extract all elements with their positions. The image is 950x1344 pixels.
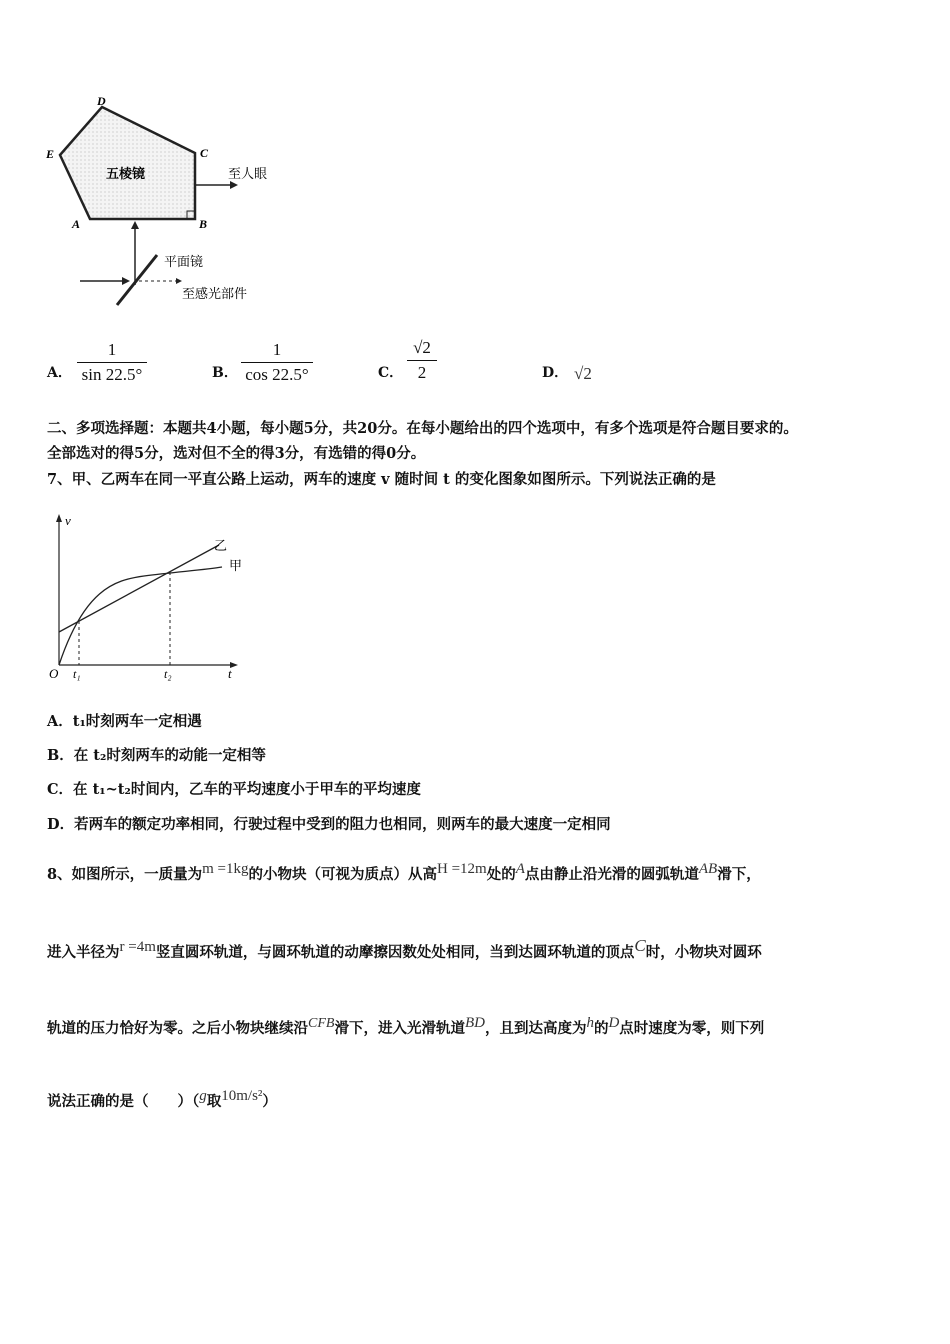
q8-line1 bbox=[47, 858, 761, 886]
tick-t2: t₂ bbox=[164, 667, 172, 681]
q7-velocity-graph bbox=[44, 510, 254, 685]
q8-point-D: D bbox=[608, 1015, 620, 1031]
q8-track-AB: AB bbox=[698, 861, 718, 877]
label-B: B bbox=[199, 217, 208, 231]
q6-option-A-den: sin 22.5° bbox=[81, 365, 143, 384]
q8-height-H: H =12m bbox=[436, 861, 487, 877]
q8-line1-d: 点由静止沿光滑的圆弧轨道 bbox=[524, 865, 699, 883]
legend-yi: 乙 bbox=[214, 538, 228, 553]
q8-line1-a: 8、如图所示，一质量为 bbox=[47, 865, 203, 883]
axis-t-label: t bbox=[228, 666, 232, 681]
mirror-label: 平面镜 bbox=[164, 254, 204, 269]
prism-name: 五棱镜 bbox=[106, 166, 146, 181]
q6-option-B-fraction bbox=[241, 340, 313, 385]
q6-option-A-fraction bbox=[77, 340, 147, 385]
label-D: D bbox=[97, 95, 106, 108]
q8-gravity-value: 10m/s² bbox=[221, 1088, 263, 1104]
q8-line4-a: 说法正确的是（ ）（ bbox=[47, 1092, 200, 1110]
q8-line3-c: ，且到达高度为 bbox=[484, 1019, 587, 1037]
q6-option-A-letter: A． bbox=[47, 365, 72, 381]
pentaprism-shape bbox=[60, 107, 195, 219]
q7-stem: 7、甲、乙两车在同一平直公路上运动，两车的速度 v 随时间 t 的变化图象如图所示。下列说法正确的是 bbox=[47, 471, 716, 488]
q8-line4 bbox=[47, 1085, 277, 1113]
q8-line2-a: 进入半径为 bbox=[47, 943, 120, 961]
section2-line1: 二、多项选择题：本题共4小题，每小题5分，共20分。在每小题给出的四个选项中，有多个选项是符合题目要求的。 bbox=[47, 420, 798, 437]
label-A: A bbox=[72, 217, 81, 231]
q7-option-D: D．若两车的额定功率相同，行驶过程中受到的阻力也相同，则两车的最大速度一定相同 bbox=[47, 816, 611, 833]
q8-mass: m =1kg bbox=[202, 861, 249, 877]
label-C: C bbox=[200, 146, 209, 160]
q6-option-D-letter: D． bbox=[542, 365, 569, 381]
tick-t1: t₁ bbox=[73, 667, 81, 681]
q8-line1-e: 滑下， bbox=[717, 865, 761, 883]
q8-height-h: h bbox=[586, 1015, 594, 1031]
q8-line2-c: 时，小物块对圆环 bbox=[645, 943, 762, 961]
to-sensor-label: 至感光部件 bbox=[182, 286, 248, 301]
origin-label: O bbox=[49, 666, 59, 681]
to-eye-label: 至人眼 bbox=[228, 166, 268, 181]
q6-option-C-num: √2 bbox=[413, 338, 431, 357]
q8-radius: r =4m bbox=[119, 939, 156, 955]
q8-line4-b: 取 bbox=[206, 1092, 222, 1110]
q8-point-A: A bbox=[515, 861, 525, 877]
q6-option-C-den: 2 bbox=[417, 363, 427, 382]
q8-line3-a: 轨道的压力恰好为零。之后小物块继续沿 bbox=[47, 1019, 308, 1037]
q8-line1-c: 处的 bbox=[486, 865, 516, 883]
q8-track-CFB: CFB bbox=[308, 1016, 335, 1031]
q8-line3 bbox=[47, 1012, 764, 1040]
q6-option-C-fraction bbox=[407, 338, 437, 383]
pentaprism-figure bbox=[40, 95, 300, 310]
q6-option-C-letter: C． bbox=[378, 365, 404, 381]
q8-line3-d: 的 bbox=[593, 1019, 609, 1037]
q8-gravity-g: g bbox=[199, 1088, 207, 1104]
q7-option-A: A．t₁时刻两车一定相遇 bbox=[47, 713, 202, 730]
label-E: E bbox=[46, 147, 55, 161]
q8-line3-e: 点时速度为零，则下列 bbox=[619, 1019, 765, 1037]
q6-option-B-num: 1 bbox=[272, 340, 282, 359]
q6-option-D-value: √2 bbox=[574, 364, 592, 383]
legend-jia: 甲 bbox=[229, 558, 243, 573]
series-jia-curve bbox=[59, 567, 222, 665]
q8-line4-c: ） bbox=[262, 1092, 277, 1110]
q8-point-C: C bbox=[634, 936, 646, 955]
q7-option-B: B．在 t₂时刻两车的动能一定相等 bbox=[47, 747, 266, 764]
q6-option-A-num: 1 bbox=[107, 340, 117, 359]
axis-v-label: v bbox=[65, 513, 71, 528]
q6-option-B-den: cos 22.5° bbox=[245, 365, 309, 384]
q8-track-BD: BD bbox=[464, 1015, 485, 1031]
q8-line2-b: 竖直圆环轨道，与圆环轨道的动摩擦因数处处相同，当到达圆环轨道的顶点 bbox=[155, 943, 635, 961]
q8-line2 bbox=[47, 935, 762, 964]
q8-line3-b: 滑下，进入光滑轨道 bbox=[334, 1019, 465, 1037]
q8-line1-b: 的小物块（可视为质点）从高 bbox=[248, 865, 437, 883]
series-yi-line bbox=[59, 545, 219, 632]
q7-option-C: C．在 t₁~t₂时间内，乙车的平均速度小于甲车的平均速度 bbox=[47, 781, 421, 798]
q6-option-B-letter: B． bbox=[212, 365, 238, 381]
section2-line2: 全部选对的得5分，选对但不全的得3分，有选错的得0分。 bbox=[47, 445, 426, 462]
